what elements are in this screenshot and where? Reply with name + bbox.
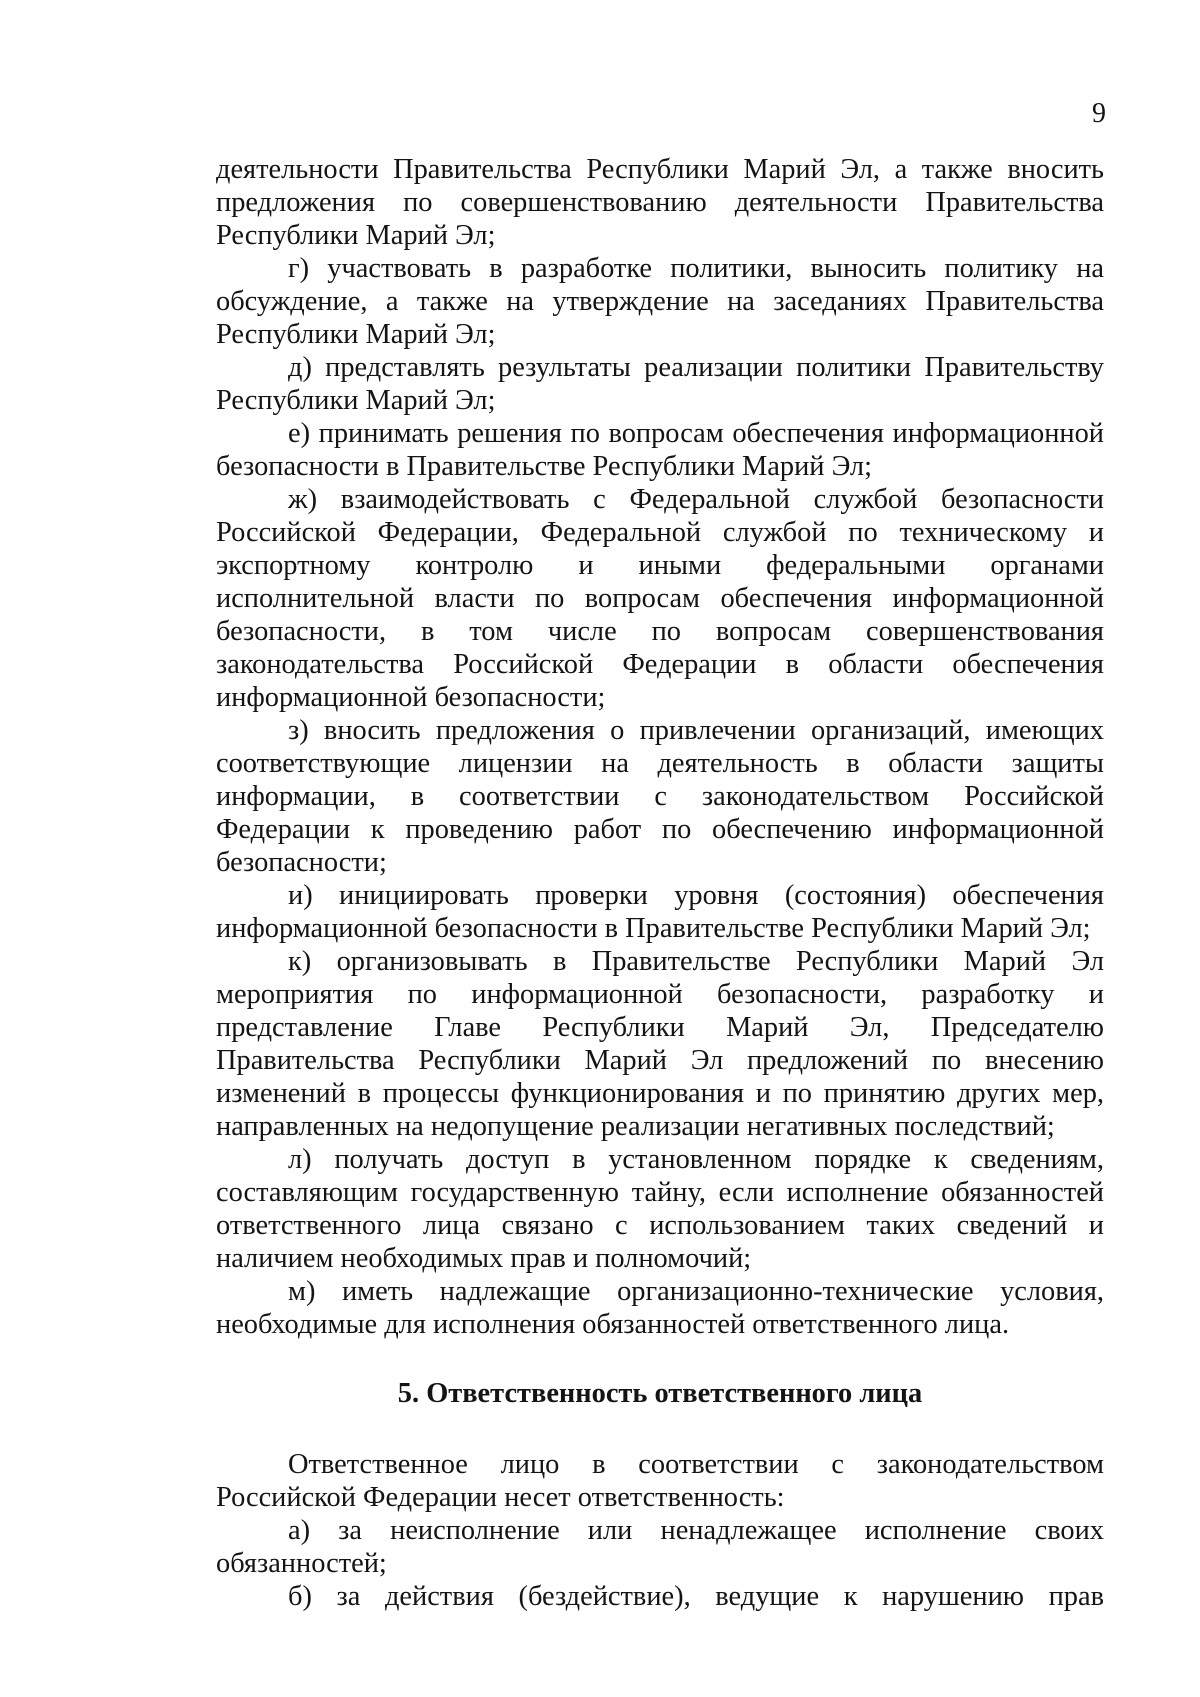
paragraph: Ответственное лицо в соответствии с законодательством Российской Федерации несет ответственность: xyxy=(216,1449,1104,1513)
paragraph: м) иметь надлежащие организационно-технические условия, необходимые для исполнения обязанностей ответственного лица. xyxy=(216,1276,1104,1340)
paragraph: к) организовывать в Правительстве Республики Марий Эл мероприятия по информационной безопасности, разработку и представление Главе Республики Марий Эл, Председателю Правительства Республики Марий Эл предложений по внесению изменений в процессы функционирования и по принятию других мер, направленных на недопущение реализации негативных последствий; xyxy=(216,946,1104,1142)
paragraph: л) получать доступ в установленном порядке к сведениям, составляющим государственную тайну, если исполнение обязанностей ответственного лица связано с использованием таких сведений и наличием необходимых прав и полномочий; xyxy=(216,1144,1104,1274)
paragraph: а) за неисполнение или ненадлежащее исполнение своих обязанностей; xyxy=(216,1515,1104,1579)
paragraph: б) за действия (бездействие), ведущие к нарушению прав xyxy=(288,1581,1104,1612)
paragraph: е) принимать решения по вопросам обеспечения информационной безопасности в Правительстве Республики Марий Эл; xyxy=(216,418,1104,482)
page-number: 9 xyxy=(1092,98,1106,129)
document-body xyxy=(216,153,1104,1613)
section-heading: 5. Ответственность ответственного лица xyxy=(397,1378,923,1409)
paragraph: ж) взаимодействовать с Федеральной службой безопасности Российской Федерации, Федеральной службой по техническому и экспортному контролю и иными федеральными органами исполнительной власти по вопросам обеспечения информационной безопасности, в том числе по вопросам совершенствования законодательства Российской Федерации в области обеспечения информационной безопасности; xyxy=(216,484,1104,713)
paragraph: и) инициировать проверки уровня (состояния) обеспечения информационной безопасности в Правительстве Республики Марий Эл; xyxy=(216,880,1104,944)
paragraph: д) представлять результаты реализации политики Правительству Республики Марий Эл; xyxy=(216,352,1104,416)
paragraph: деятельности Правительства Республики Марий Эл, а также вносить предложения по совершенствованию деятельности Правительства Республики Марий Эл; xyxy=(216,154,1104,251)
paragraph: г) участвовать в разработке политики, выносить политику на обсуждение, а также на утверждение на заседаниях Правительства Республики Марий Эл; xyxy=(216,253,1104,350)
paragraph: з) вносить предложения о привлечении организаций, имеющих соответствующие лицензии на деятельность в области защиты информации, в соответствии с законодательством Российской Федерации к проведению работ по обеспечению информационной безопасности; xyxy=(216,715,1104,878)
